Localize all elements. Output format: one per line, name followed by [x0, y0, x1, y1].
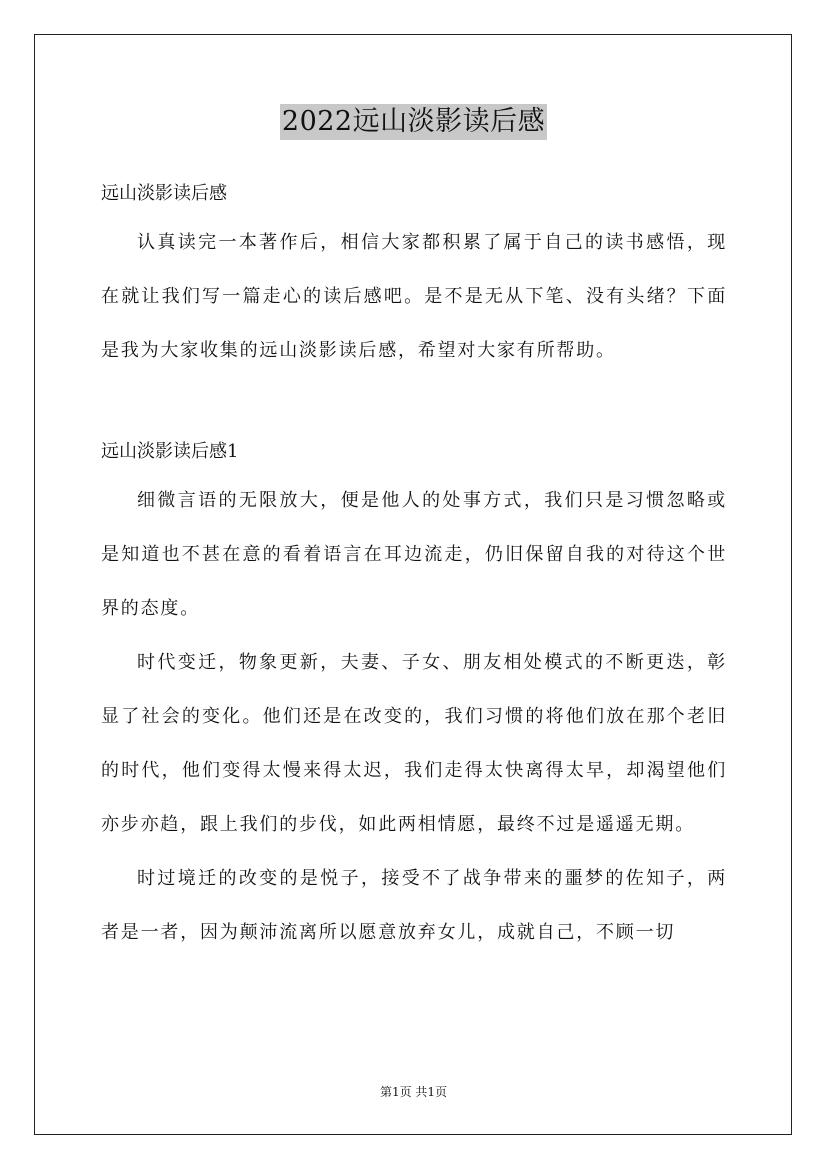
section-heading-1: 远山淡影读后感1 — [101, 441, 239, 462]
document-body — [101, 172, 727, 960]
body-paragraph-2: 时代变迁，物象更新，夫妻、子女、朋友相处模式的不断更迭，彰显了社会的变化。他们还是在改变的，我们习惯的将他们放在那个老旧的时代，他们变得太慢来得太迟，我们走得太快离得太早，却渴望他们亦步亦趋，跟上我们的步伐，如此两相情愿，最终不过是遥遥无期。 — [101, 652, 727, 835]
document-title: 2022远山淡影读后感 — [280, 104, 547, 140]
page-footer — [0, 1084, 827, 1100]
body-paragraph-1: 细微言语的无限放大，便是他人的处事方式，我们只是习惯忽略或是知道也不甚在意的看着语言在耳边流走，仍旧保留自我的对待这个世界的态度。 — [101, 490, 727, 619]
body-paragraph-3: 时过境迁的改变的是悦子，接受不了战争带来的噩梦的佐知子，两者是一者，因为颠沛流离所以愿意放弃女儿，成就自己，不顾一切 — [101, 868, 727, 943]
page-number-label: 第1页 共1页 — [379, 1085, 448, 1099]
title-container — [0, 104, 827, 140]
section-heading-intro: 远山淡影读后感 — [101, 183, 227, 204]
intro-paragraph: 认真读完一本著作后，相信大家都积累了属于自己的读书感悟，现在就让我们写一篇走心的读后感吧。是不是无从下笔、没有头绪？下面是我为大家收集的远山淡影读后感，希望对大家有所帮助。 — [101, 232, 727, 361]
